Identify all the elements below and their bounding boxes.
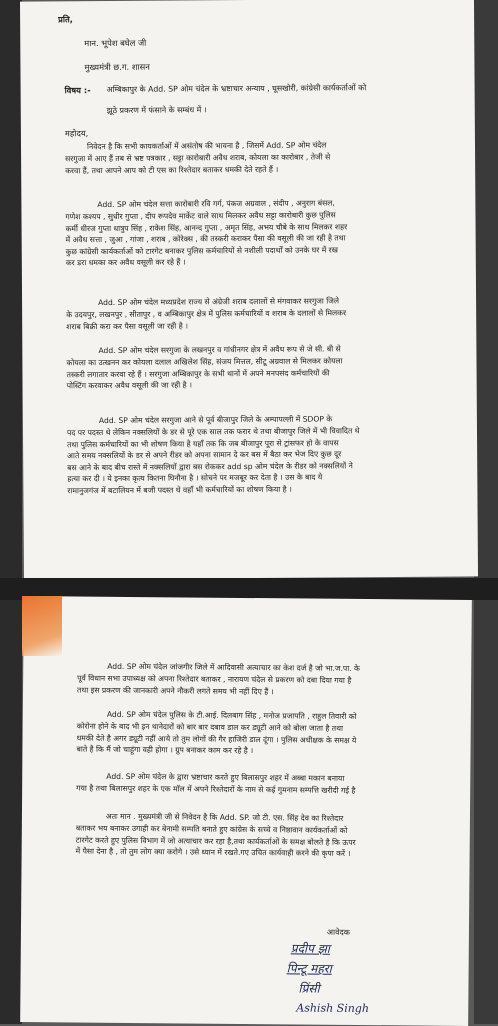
text-line: में पैसा देना है , तो तुम लोग क्या करोगे । उसे ध्यान में रखते.गए उचित कार्यवाही करने की कृपा करें । [75, 846, 351, 859]
text-line: हत्या कर दी । ये इनका कृत्य कितना घिनौना है । सोचने पर मजबूर कर देता है । उस के बाद ये [67, 472, 323, 484]
text-line: बस आने के बाद बीच रास्ते में नक्सलियों द्वारा बस रोककर add sp ओम चंदेल के रीडर को नक्सलियों ने [67, 461, 353, 473]
text-line: Add. SP ओम चंदेल जांजगीर जिले में आदिवासी अत्याचार का केश दर्ज है जो भा.ज.पा. के [107, 661, 360, 673]
paragraph-4-cont [66, 355, 448, 392]
letter-to: प्रति, [58, 14, 73, 25]
paragraph-1-cont [65, 151, 447, 177]
addressee-name: मान. भूपेश बघेल जी [84, 37, 147, 49]
signature-2: पिन्टू महरा [286, 961, 332, 976]
text-line: कर डरा धमका कर अवैध वसूली कर रहे हैं । [65, 257, 186, 268]
text-line: Add. SP ओम चंदेल सरगुजा के लखनपुर व गांधीनगर क्षेत्र में अवैध रूप से जे सी. बी से [98, 344, 341, 356]
text-line: Add. SP ओम चंदेल के द्वारा भ्रष्टाचार करते हुए बिलासपुर शहर में अब्बा मकान बनाया [106, 771, 345, 783]
text-line: तस्करी लगातार करवा रहे हैं । सरगुजा अम्बिकापुर के सभी थानों में अपने मनपसंद कर्मचारियों की [66, 368, 330, 379]
paragraph-8-cont [76, 783, 446, 798]
applicant-label: आवेदक [326, 927, 351, 937]
salutation: महोदय, [64, 128, 89, 139]
text-line: पद पर पदस्त थे लेकिन नक्सलियों के डर से पूरे एक साल तक फरार थे तथा बीजापुर जिले में भी विवादित थे [66, 426, 360, 438]
signature-1: प्रदीप झा [290, 941, 330, 956]
text-line: तथा इस प्रकरण की जानकारी अपने नौकरी लगते समय भी नहीं दिए हैं । [77, 685, 274, 696]
text-line: Add. SP ओम चंदेल सरगुजा आने से पूर्व बीजापुर जिले के अम्पापल्ली में SDOP के [98, 414, 333, 426]
orange-cloth-corner [22, 596, 62, 656]
paragraph-7-cont [76, 721, 446, 759]
text-line: अतः मान . मुख्यमंत्री जी से निवेदन है कि Add. SP. जो टी. एस. सिंह देव का रिश्तेदार [105, 811, 344, 823]
text-line: में अवैध सत्ता , जुआ , गांजा , शराब , कोरेक्स , की तस्करी कराकर पैसा की वसूली की जा रही है तथा [65, 233, 346, 245]
text-line: गणेश कश्यप , सुधीर गुप्ता , दीप रूपदेव मार्केट वाले साथ मिलकर अवैध सट्टा कारोबारी कुछ पुलिस [65, 210, 336, 222]
text-line: बताकर भय बनाकर उगाही कर बेनामी सम्पति बनाते हुए कांग्रेस के सच्चे व निष्ठावान कार्यकर्ताओं को [75, 823, 348, 835]
text-line: निवेदन है कि सभी कायकर्ताओं में असंतोष की भावना है , जिसमें Add. SP ओम चंदेल [86, 140, 327, 152]
letter-page-1 [20, 0, 478, 580]
text-line: Add. SP ओम चंदेल पुलिस के टी.आई. दिलबाग सिंह , मनोज प्रजापति , राहुल तिवारी को [106, 709, 357, 721]
letter-page-2 [20, 596, 472, 1026]
subject-line-2: झूठे प्रकरण में फंसाने के सम्बंध में । [106, 105, 207, 115]
text-line: बाते है कि मैं जो चाहूंगा वही होगा । ग्रुप बनाकर काम कर रहे है । [76, 744, 254, 756]
addressee-designation: मुख्यमंत्री छ.ग. शासन [84, 61, 150, 73]
subject-line-1: अम्बिकापुर के Add. SP ओम चंदेल के भ्रष्टाचार अन्याय , घूसखोरी, कांग्रेसी कार्यकर्ताओं को [106, 83, 367, 94]
text-line: करवा हैं, तथा आपने आप को टी एस का रिश्तेदार बताकर धमकी देते रहते हैं । [65, 164, 279, 175]
text-line: टारगेट करते हुए पुलिस विभाग में जो अत्याचार कर रहा है,तथा कार्यकर्ताओं के समक्ष बोलते है कि ऊपर [75, 835, 356, 847]
paragraph-5-cont [67, 425, 449, 497]
text-line: धमकी देते है अगर ड्यूटी नहीं आये तो तुम लोगों की गैर हाजिरी डाल दूंगा । पुलिस अधीक्षक के समक्ष ये [76, 733, 357, 745]
text-line: कर्मी धीरज गुप्ता धात्रुप सिंह , राकेश सिंह, आनन्द गुप्ता , अमृत सिंह, अभय चौबे के साथ मिलकर शहर [65, 221, 348, 233]
text-line: के उदयपुर, लखनपुर , सीतापुर , व अम्बिकापुर क्षेत्र में पुलिस कर्मचारियों व शराब के दलालों से मिलकर [66, 308, 347, 320]
text-line: पूर्व विधान सभा उपाध्यक्ष को अपना रिश्तेदार बताकर , नारायण चंदेल से प्रकरण को दबा दिया गया है [77, 673, 352, 685]
text-line: रामानुजगंज में बटालियन में बजी पदस्त थे वहाँ भी कर्मचारियों का शोषण किया है । [67, 484, 292, 496]
text-line: आते समय नक्सलियों के डर से अपने रीडर को अपना सामान दे कर बस में बैठा कर भेज दिए कुछ दूर [67, 449, 342, 461]
text-line: कोरोना होने के बाद भी इन थानेदारों को बार बार दबाव डाल कर ड्यूटी आने को बोला जाता है तथा [76, 721, 344, 733]
text-line: कोयला का उत्खनन कर कोयला दलाल अखिलेश सिंह, संजय मित्तल, सीटू अग्रवाल से मिलकर कोयला [66, 356, 343, 368]
paragraph-6-cont [77, 673, 447, 699]
text-line: कुछ कांग्रेसी कार्यकर्ताओं को टारगेट बनाकर पुलिस कर्मचारियों से नशीली पदार्थों को उनके घर में रख [65, 245, 339, 257]
background-left [0, 0, 22, 1024]
paragraph-3-cont [66, 307, 448, 333]
text-line: शराब बिक्री करा कर पैसा वसूली जा रही है । [66, 321, 189, 331]
text-line: Add. SP ओम चंदेल मध्यप्रदेश राज्य से अंग्रेजी शराब दलालों से मंगवाकर सरगुजा जिले [98, 296, 340, 308]
text-line: सरगुजा में आए हैं तब से भ्रष्ट पत्रकार , सट्टा कारोबारी अवैध शराब, कोयला का कारोबार , तेजी से [65, 152, 331, 164]
background-right [474, 0, 498, 1024]
text-line: Add. SP ओम चंदेल सत्ता कारोबारी रवि गर्ग, पंकज अग्रवाल , संदीप , अनुराग बंसल, [97, 198, 335, 210]
text-line: गया है तथा बिलासपुर शहर के एक मॉल में अपने रिश्तेदारों के नाम से कई गुमनाम सम्पत्ति खरीदी गई है [76, 783, 356, 795]
signature-3: प्रिंसी [298, 981, 320, 996]
paragraph-9-cont [76, 823, 446, 861]
subject-label: विषय :- [64, 85, 91, 96]
text-line: तथा पुलिस कर्मचारियों का भी शोषण किया है यहाँ तक कि जब बीजापुर पूरा से ट्रांसफर हो के वापस [67, 437, 339, 449]
signature-4: Ashish Singh [296, 1001, 370, 1016]
text-line: पोस्टिंग करवाकर अवैध वसूली की जा रही है । [66, 380, 192, 391]
paragraph-2-cont [65, 209, 447, 270]
